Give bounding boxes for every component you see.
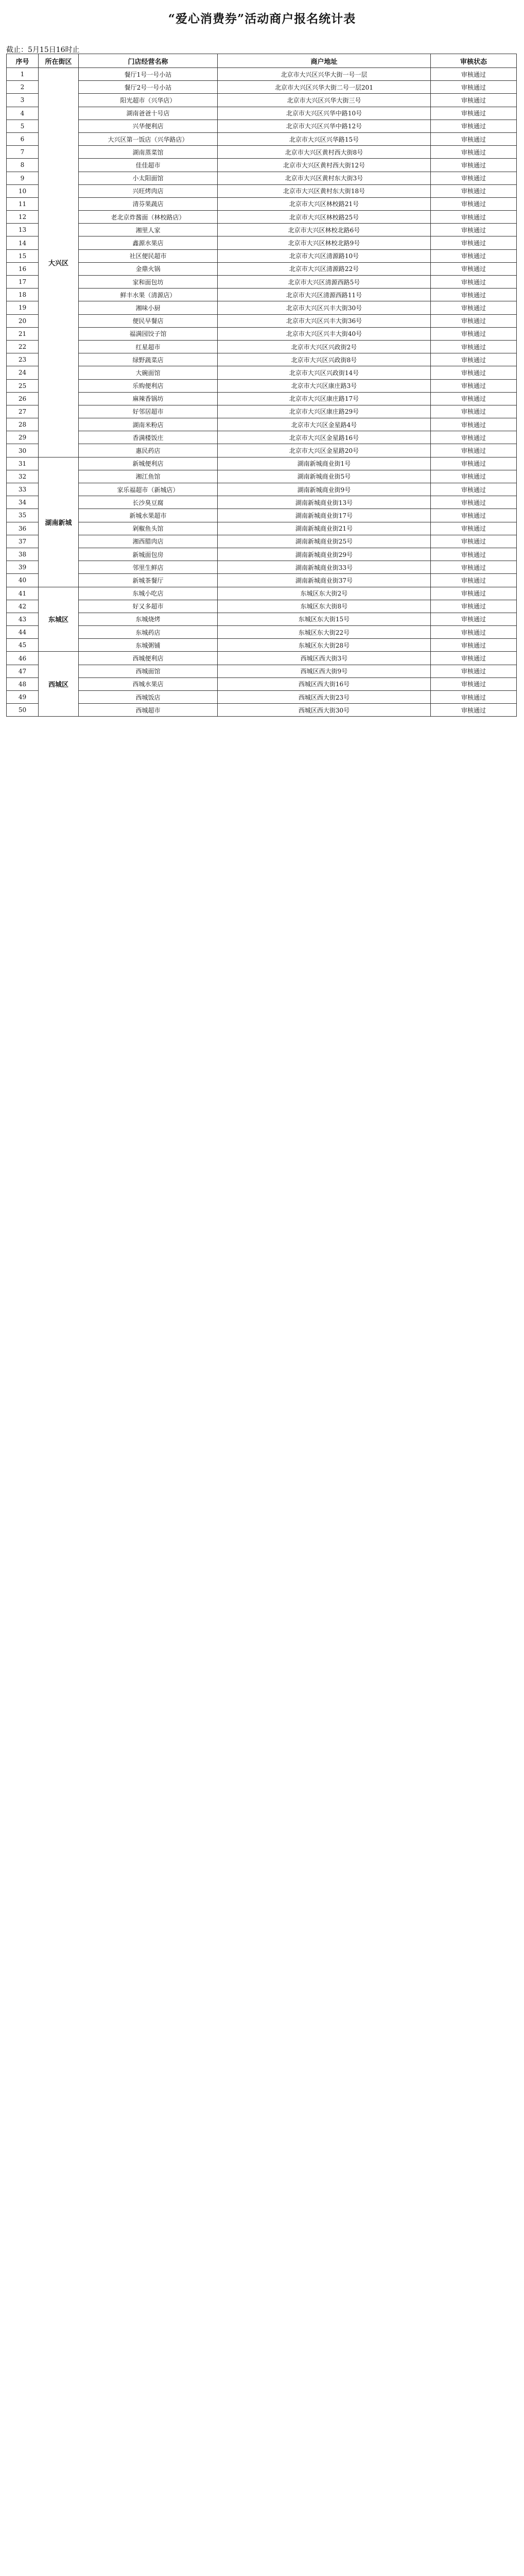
table-row: [7, 366, 517, 379]
store-address: 北京市大兴区兴政街8号: [218, 353, 431, 366]
row-index: 26: [7, 392, 39, 405]
store-address: 北京市大兴区金星路20号: [218, 444, 431, 457]
review-status: 审核通过: [431, 691, 517, 704]
row-index: 35: [7, 509, 39, 522]
store-address: 湖南新城商业街33号: [218, 561, 431, 574]
table-row: [7, 340, 517, 353]
store-address: 北京市大兴区兴华中路10号: [218, 107, 431, 120]
store-address: 东城区东大街8号: [218, 600, 431, 613]
column-header-district: 所在街区: [39, 54, 79, 68]
store-address: 北京市大兴区金星路4号: [218, 418, 431, 431]
store-name: 好邻居超市: [79, 405, 218, 418]
store-address: 湖南新城商业街17号: [218, 509, 431, 522]
row-index: 18: [7, 289, 39, 301]
table-row: [7, 691, 517, 704]
review-status: 审核通过: [431, 665, 517, 677]
store-address: 北京市大兴区兴丰大街30号: [218, 301, 431, 314]
row-index: 48: [7, 677, 39, 690]
column-header-status: 审核状态: [431, 54, 517, 68]
row-index: 25: [7, 379, 39, 392]
store-name: 福满园饺子馆: [79, 327, 218, 340]
store-address: 北京市大兴区康庄路29号: [218, 405, 431, 418]
row-index: 6: [7, 132, 39, 145]
store-name: 新城面包房: [79, 548, 218, 561]
column-header-address: 商户地址: [218, 54, 431, 68]
table-row: [7, 197, 517, 210]
review-status: 审核通过: [431, 405, 517, 418]
store-address: 西城区西大街30号: [218, 704, 431, 717]
store-name: 新城茶餐厅: [79, 574, 218, 587]
store-address: 北京市大兴区黄村西大街8号: [218, 146, 431, 159]
table-row: [7, 509, 517, 522]
review-status: 审核通过: [431, 626, 517, 639]
table-row: [7, 94, 517, 107]
row-index: 36: [7, 522, 39, 535]
table-row: [7, 81, 517, 94]
store-address: 北京市大兴区兴华大街二号一层201: [218, 81, 431, 94]
store-name: 东城烧烤: [79, 613, 218, 625]
store-name: 大碗面馆: [79, 366, 218, 379]
table-row: [7, 224, 517, 236]
store-name: 家和面包坊: [79, 276, 218, 289]
column-header-store: 门店经营名称: [79, 54, 218, 68]
table-row: [7, 444, 517, 457]
store-name: 新城水果超市: [79, 509, 218, 522]
store-name: 西城水果店: [79, 677, 218, 690]
store-address: 西城区西大街23号: [218, 691, 431, 704]
review-status: 审核通过: [431, 483, 517, 496]
store-name: 东城小吃店: [79, 587, 218, 600]
district-cell: 西城区: [39, 652, 79, 717]
row-index: 43: [7, 613, 39, 625]
row-index: 45: [7, 639, 39, 652]
merchant-table: [6, 54, 517, 717]
review-status: 审核通过: [431, 587, 517, 600]
review-status: 审核通过: [431, 172, 517, 184]
row-index: 21: [7, 327, 39, 340]
store-name: 老北京炸酱面（林校路店）: [79, 211, 218, 224]
table-row: [7, 470, 517, 483]
review-status: 审核通过: [431, 340, 517, 353]
review-status: 审核通过: [431, 107, 517, 120]
store-address: 湖南新城商业街25号: [218, 535, 431, 548]
store-address: 北京市大兴区兴政街2号: [218, 340, 431, 353]
store-name: 东城药店: [79, 626, 218, 639]
row-index: 3: [7, 94, 39, 107]
table-row: [7, 249, 517, 262]
store-name: 剁椒鱼头馆: [79, 522, 218, 535]
review-status: 审核通过: [431, 652, 517, 665]
row-index: 44: [7, 626, 39, 639]
store-address: 东城区东大街28号: [218, 639, 431, 652]
review-status: 审核通过: [431, 249, 517, 262]
store-name: 长沙臭豆腐: [79, 496, 218, 509]
store-address: 东城区东大街22号: [218, 626, 431, 639]
store-name: 绿野蔬菜店: [79, 353, 218, 366]
review-status: 审核通过: [431, 120, 517, 132]
review-status: 审核通过: [431, 211, 517, 224]
store-address: 湖南新城商业街21号: [218, 522, 431, 535]
store-name: 湘西腊肉店: [79, 535, 218, 548]
store-name: 好又多超市: [79, 600, 218, 613]
review-status: 审核通过: [431, 236, 517, 249]
store-name: 湖南米粉店: [79, 418, 218, 431]
row-index: 17: [7, 276, 39, 289]
store-address: 湖南新城商业街9号: [218, 483, 431, 496]
table-row: [7, 107, 517, 120]
store-name: 阳光超市（兴华店）: [79, 94, 218, 107]
row-index: 19: [7, 301, 39, 314]
store-name: 西城面馆: [79, 665, 218, 677]
row-index: 24: [7, 366, 39, 379]
district-cell: 大兴区: [39, 68, 79, 457]
row-index: 38: [7, 548, 39, 561]
review-status: 审核通过: [431, 535, 517, 548]
store-address: 北京市大兴区兴丰大街40号: [218, 327, 431, 340]
row-index: 1: [7, 68, 39, 81]
district-cell: 湖南新城: [39, 457, 79, 587]
store-name: 餐厅2号一号小站: [79, 81, 218, 94]
store-name: 湖南爸爸十号店: [79, 107, 218, 120]
table-body: [7, 68, 517, 717]
table-row: [7, 172, 517, 184]
store-address: 北京市大兴区黄村东大街3号: [218, 172, 431, 184]
row-index: 41: [7, 587, 39, 600]
row-index: 22: [7, 340, 39, 353]
review-status: 审核通过: [431, 159, 517, 172]
table-row: [7, 276, 517, 289]
row-index: 4: [7, 107, 39, 120]
row-index: 12: [7, 211, 39, 224]
table-row: [7, 652, 517, 665]
table-row: [7, 262, 517, 275]
table-row: [7, 120, 517, 132]
row-index: 16: [7, 262, 39, 275]
store-address: 湖南新城商业街37号: [218, 574, 431, 587]
store-address: 北京市大兴区黄村西大街12号: [218, 159, 431, 172]
review-status: 审核通过: [431, 574, 517, 587]
table-row: [7, 132, 517, 145]
row-index: 27: [7, 405, 39, 418]
store-address: 湖南新城商业街1号: [218, 457, 431, 470]
table-row: [7, 211, 517, 224]
review-status: 审核通过: [431, 522, 517, 535]
table-row: [7, 496, 517, 509]
store-name: 家乐福超市（新城店）: [79, 483, 218, 496]
store-name: 餐厅1号一号小站: [79, 68, 218, 81]
store-address: 北京市大兴区金星路16号: [218, 431, 431, 444]
review-status: 审核通过: [431, 353, 517, 366]
review-status: 审核通过: [431, 418, 517, 431]
review-status: 审核通过: [431, 314, 517, 327]
row-index: 46: [7, 652, 39, 665]
table-row: [7, 548, 517, 561]
store-address: 北京市大兴区康庄路3号: [218, 379, 431, 392]
review-status: 审核通过: [431, 132, 517, 145]
table-row: [7, 184, 517, 197]
store-address: 西城区西大街3号: [218, 652, 431, 665]
store-name: 乐购便利店: [79, 379, 218, 392]
row-index: 9: [7, 172, 39, 184]
review-status: 审核通过: [431, 146, 517, 159]
store-name: 鑫源水果店: [79, 236, 218, 249]
review-status: 审核通过: [431, 184, 517, 197]
row-index: 14: [7, 236, 39, 249]
row-index: 2: [7, 81, 39, 94]
table-row: [7, 587, 517, 600]
store-name: 红星超市: [79, 340, 218, 353]
review-status: 审核通过: [431, 68, 517, 81]
store-address: 北京市大兴区兴华中路12号: [218, 120, 431, 132]
store-address: 北京市大兴区兴政街14号: [218, 366, 431, 379]
table-row: [7, 457, 517, 470]
review-status: 审核通过: [431, 444, 517, 457]
table-row: [7, 522, 517, 535]
row-index: 33: [7, 483, 39, 496]
row-index: 7: [7, 146, 39, 159]
row-index: 15: [7, 249, 39, 262]
store-name: 小太阳面馆: [79, 172, 218, 184]
store-name: 金鼎火锅: [79, 262, 218, 275]
review-status: 审核通过: [431, 677, 517, 690]
table-header-row: [7, 54, 517, 68]
table-row: [7, 392, 517, 405]
table-row: [7, 301, 517, 314]
review-status: 审核通过: [431, 276, 517, 289]
table-row: [7, 236, 517, 249]
review-status: 审核通过: [431, 289, 517, 301]
review-status: 审核通过: [431, 224, 517, 236]
review-status: 审核通过: [431, 470, 517, 483]
table-row: [7, 289, 517, 301]
row-index: 5: [7, 120, 39, 132]
row-index: 42: [7, 600, 39, 613]
table-row: [7, 639, 517, 652]
store-name: 西城饭店: [79, 691, 218, 704]
table-row: [7, 677, 517, 690]
store-name: 兴华便利店: [79, 120, 218, 132]
store-name: 西城超市: [79, 704, 218, 717]
review-status: 审核通过: [431, 496, 517, 509]
row-index: 50: [7, 704, 39, 717]
page-title: “爱心消费券”活动商户报名统计表: [168, 12, 356, 26]
store-name: 鲜丰水果（清源店）: [79, 289, 218, 301]
review-status: 审核通过: [431, 457, 517, 470]
table-row: [7, 159, 517, 172]
deadline-note: 截止：5月15日16时止: [6, 46, 80, 54]
store-address: 北京市大兴区清源路10号: [218, 249, 431, 262]
row-index: 28: [7, 418, 39, 431]
store-address: 北京市大兴区兴华路15号: [218, 132, 431, 145]
store-name: 麻辣香锅坊: [79, 392, 218, 405]
store-name: 香满楼饭庄: [79, 431, 218, 444]
store-name: 清芬果蔬店: [79, 197, 218, 210]
store-name: 西城便利店: [79, 652, 218, 665]
row-index: 23: [7, 353, 39, 366]
review-status: 审核通过: [431, 262, 517, 275]
store-address: 西城区西大街16号: [218, 677, 431, 690]
review-status: 审核通过: [431, 613, 517, 625]
row-index: 20: [7, 314, 39, 327]
review-status: 审核通过: [431, 81, 517, 94]
review-status: 审核通过: [431, 561, 517, 574]
review-status: 审核通过: [431, 548, 517, 561]
store-address: 北京市大兴区清源西路5号: [218, 276, 431, 289]
row-index: 31: [7, 457, 39, 470]
store-name: 便民早餐店: [79, 314, 218, 327]
table-row: [7, 561, 517, 574]
review-status: 审核通过: [431, 366, 517, 379]
store-name: 兴旺烤肉店: [79, 184, 218, 197]
review-status: 审核通过: [431, 509, 517, 522]
table-row: [7, 146, 517, 159]
row-index: 10: [7, 184, 39, 197]
review-status: 审核通过: [431, 327, 517, 340]
store-name: 大兴区第一饭店（兴华路店）: [79, 132, 218, 145]
table-row: [7, 613, 517, 625]
store-address: 北京市大兴区林校北路9号: [218, 236, 431, 249]
review-status: 审核通过: [431, 379, 517, 392]
table-row: [7, 665, 517, 677]
row-index: 47: [7, 665, 39, 677]
store-name: 湘江鱼馆: [79, 470, 218, 483]
row-index: 40: [7, 574, 39, 587]
store-address: 湖南新城商业街29号: [218, 548, 431, 561]
review-status: 审核通过: [431, 301, 517, 314]
row-index: 29: [7, 431, 39, 444]
row-index: 34: [7, 496, 39, 509]
row-index: 13: [7, 224, 39, 236]
column-header-index: 序号: [7, 54, 39, 68]
store-name: 湘味小厨: [79, 301, 218, 314]
store-name: 东城粥铺: [79, 639, 218, 652]
row-index: 11: [7, 197, 39, 210]
table-row: [7, 353, 517, 366]
row-index: 37: [7, 535, 39, 548]
store-name: 惠民药店: [79, 444, 218, 457]
table-row: [7, 431, 517, 444]
table-row: [7, 600, 517, 613]
table-row: [7, 574, 517, 587]
row-index: 32: [7, 470, 39, 483]
store-address: 北京市大兴区康庄路17号: [218, 392, 431, 405]
store-name: 佳佳超市: [79, 159, 218, 172]
row-index: 39: [7, 561, 39, 574]
store-name: 社区便民超市: [79, 249, 218, 262]
district-cell: 东城区: [39, 587, 79, 652]
review-status: 审核通过: [431, 94, 517, 107]
table-row: [7, 418, 517, 431]
table-row: [7, 405, 517, 418]
table-row: [7, 379, 517, 392]
store-address: 北京市大兴区兴华大街三号: [218, 94, 431, 107]
review-status: 审核通过: [431, 639, 517, 652]
table-row: [7, 626, 517, 639]
review-status: 审核通过: [431, 431, 517, 444]
store-address: 西城区西大街9号: [218, 665, 431, 677]
store-address: 湖南新城商业街13号: [218, 496, 431, 509]
store-name: 邻里生鲜店: [79, 561, 218, 574]
table-row: [7, 704, 517, 717]
store-address: 东城区东大街15号: [218, 613, 431, 625]
store-name: 湘里人家: [79, 224, 218, 236]
review-status: 审核通过: [431, 197, 517, 210]
store-address: 湖南新城商业街5号: [218, 470, 431, 483]
store-name: 新城便利店: [79, 457, 218, 470]
store-address: 北京市大兴区清源西路11号: [218, 289, 431, 301]
store-name: 湖南蒸菜馆: [79, 146, 218, 159]
store-address: 北京市大兴区黄村东大街18号: [218, 184, 431, 197]
table-row: [7, 68, 517, 81]
store-address: 北京市大兴区兴丰大街36号: [218, 314, 431, 327]
store-address: 东城区东大街2号: [218, 587, 431, 600]
row-index: 49: [7, 691, 39, 704]
table-row: [7, 483, 517, 496]
review-status: 审核通过: [431, 704, 517, 717]
store-address: 北京市大兴区林校路21号: [218, 197, 431, 210]
row-index: 30: [7, 444, 39, 457]
review-status: 审核通过: [431, 392, 517, 405]
store-address: 北京市大兴区林校北路6号: [218, 224, 431, 236]
row-index: 8: [7, 159, 39, 172]
review-status: 审核通过: [431, 600, 517, 613]
table-row: [7, 314, 517, 327]
table-row: [7, 327, 517, 340]
store-address: 北京市大兴区林校路25号: [218, 211, 431, 224]
store-address: 北京市大兴区清源路22号: [218, 262, 431, 275]
table-row: [7, 535, 517, 548]
store-address: 北京市大兴区兴华大街一号一层: [218, 68, 431, 81]
